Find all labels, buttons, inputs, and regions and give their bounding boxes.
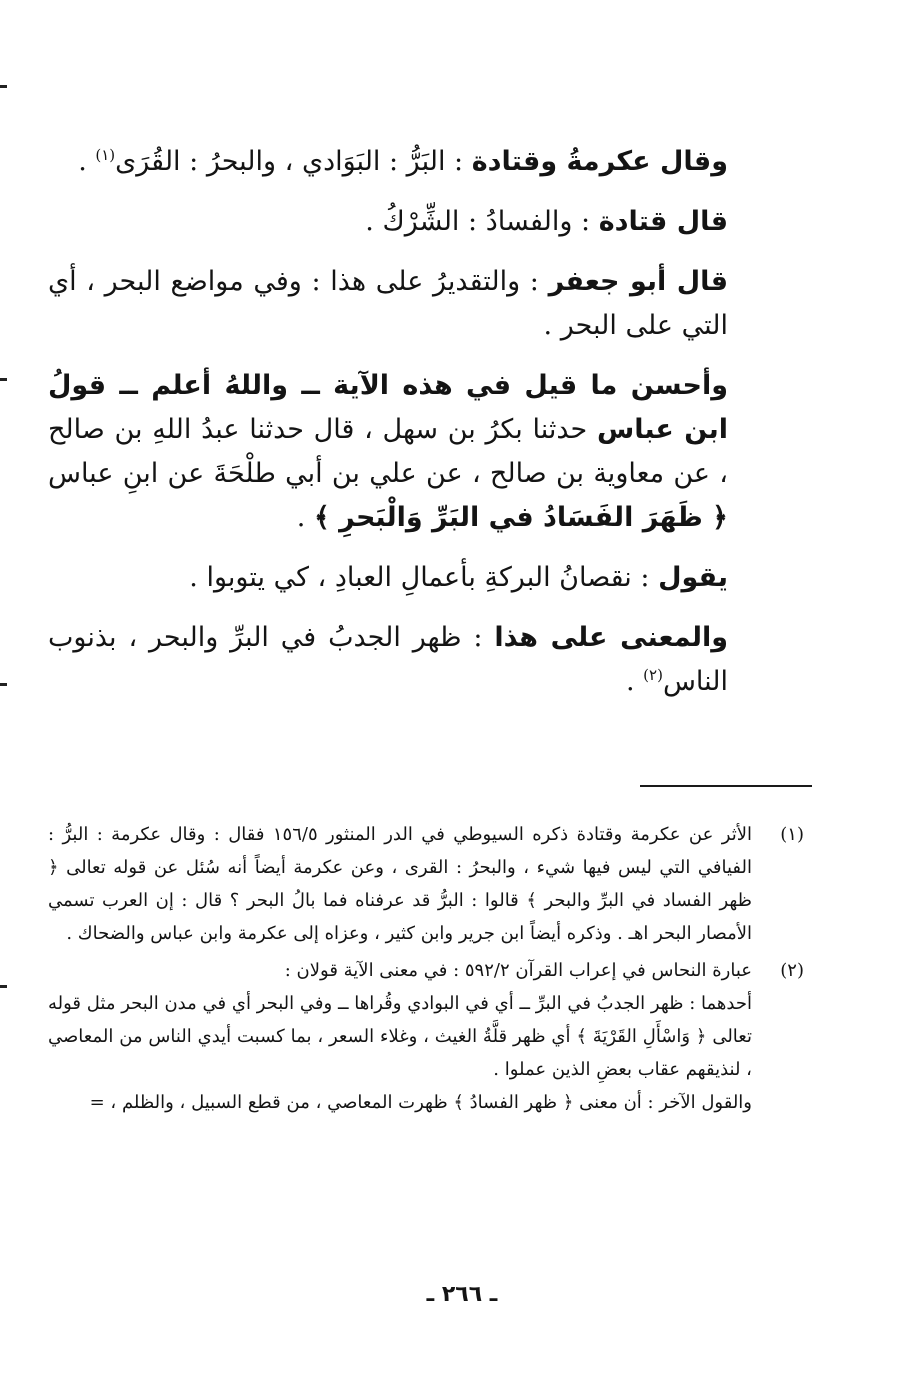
footnote-line: الأثر عن عكرمة وقتادة ذكره السيوطي في الدر المنثور ١٥٦/٥ فقال : وقال عكرمة : البرُّ : الفيافي التي ليس فيها شيء ، والبحرُ : القرى ، وعن عكرمة أيضاً أنه سُئل عن قوله تعالى ﴿ ظهر الفساد في البرِّ والبحر ﴾ قالوا : البرُّ قد عرفناه فما بالُ البحر ؟ قال : إن العرب تسمي الأمصار البحر اهـ . وذكره أيضاً ابن جرير وابن كثير ، وعزاه إلى عكرمة وابن عباس والضحاك .: [48, 824, 752, 944]
footnote-number: (١): [780, 824, 804, 845]
paragraph-end: .: [296, 502, 314, 533]
footnote-marker[interactable]: (١): [95, 146, 116, 164]
paragraph-end: .: [625, 666, 644, 697]
paragraph-ikrima: [48, 140, 728, 184]
paragraph-text: : والتقديرُ على هذا : وفي مواضع البحر ، أي التي على البحر .: [48, 266, 728, 341]
margin-mark: [0, 378, 7, 381]
paragraph-lead: وأحسن ما قيل في هذه الآية ــ واللهُ أعلم ــ قولُ ابن عباس: [48, 370, 728, 445]
paragraph-text: : والفسادُ : الشِّرْكُ .: [365, 206, 599, 237]
footnote-marker[interactable]: (٢): [643, 666, 663, 684]
paragraph-text: : البَرُّ : البَوَادي ، والبحرُ : القُرَى: [115, 146, 472, 177]
page-number: ـ ٢٦٦ ـ: [426, 1282, 498, 1307]
paragraph-meaning: [48, 616, 728, 704]
footnote-line: عبارة النحاس في إعراب القرآن ٥٩٢/٢ : في معنى الآية قولان :: [284, 960, 752, 981]
paragraph-lead: قال أبو جعفر: [548, 266, 728, 297]
footnote-body: [48, 818, 752, 950]
paragraph-end: .: [78, 146, 96, 177]
footnote-line: أحدهما : ظهر الجدبُ في البرِّ ــ أي في البوادي وقُراها ــ وفي البحر أي في مدن البحر مثل قوله تعالى ﴿ وَاسْأَلِ القَرْيَةَ ﴾ أي ظهر قلَّةُ الغيث ، وغلاء السعر ، بما كسبت أيدي الناس من المعاصي ، لنذيقهم عقاب بعضِ الذين عملوا .: [48, 993, 752, 1080]
main-text: [48, 140, 728, 720]
footnote-line: والقول الآخر : أن معنى ﴿ ظهر الفسادُ ﴾ ظهرت المعاصي ، من قطع السبيل ، والظلم ، =: [89, 1092, 752, 1113]
paragraph-lead: يقول: [658, 562, 728, 593]
footnotes: [48, 818, 804, 1123]
paragraph-lead: وقال عكرمةُ وقتادة: [471, 146, 728, 177]
paragraph-yaqul: [48, 556, 728, 600]
margin-mark: [0, 985, 7, 988]
paragraph-text: : نقصانُ البركةِ بأعمالِ العبادِ ، كي يتوبوا .: [189, 562, 659, 593]
footnote-2: [48, 954, 804, 1119]
paragraph-qatada: [48, 200, 728, 244]
footnote-separator: [640, 785, 812, 787]
paragraph-ibn-abbas: [48, 364, 728, 540]
footnote-1: [48, 818, 804, 950]
footnote-number: (٢): [780, 960, 804, 981]
paragraph-text: : ظهر الجدبُ في البرِّ والبحر ، بذنوب الناس: [48, 622, 728, 697]
paragraph-text: حدثنا بكرُ بن سهل ، قال حدثنا عبدُ اللهِ بن صالح ، عن معاوية بن صالح ، عن علي بن أبي طلْحَةَ عن ابنِ عباس: [48, 414, 728, 489]
footnote-body: [48, 954, 752, 1119]
margin-mark: [0, 85, 7, 88]
paragraph-lead: والمعنى على هذا: [494, 622, 729, 653]
paragraph-abu-jafar: [48, 260, 728, 348]
quran-verse: ﴿ ظَهَرَ الفَسَادُ في البَرِّ وَالْبَحرِ ﴾: [313, 502, 728, 533]
margin-mark: [0, 683, 7, 686]
paragraph-lead: قال قتادة: [598, 206, 728, 237]
